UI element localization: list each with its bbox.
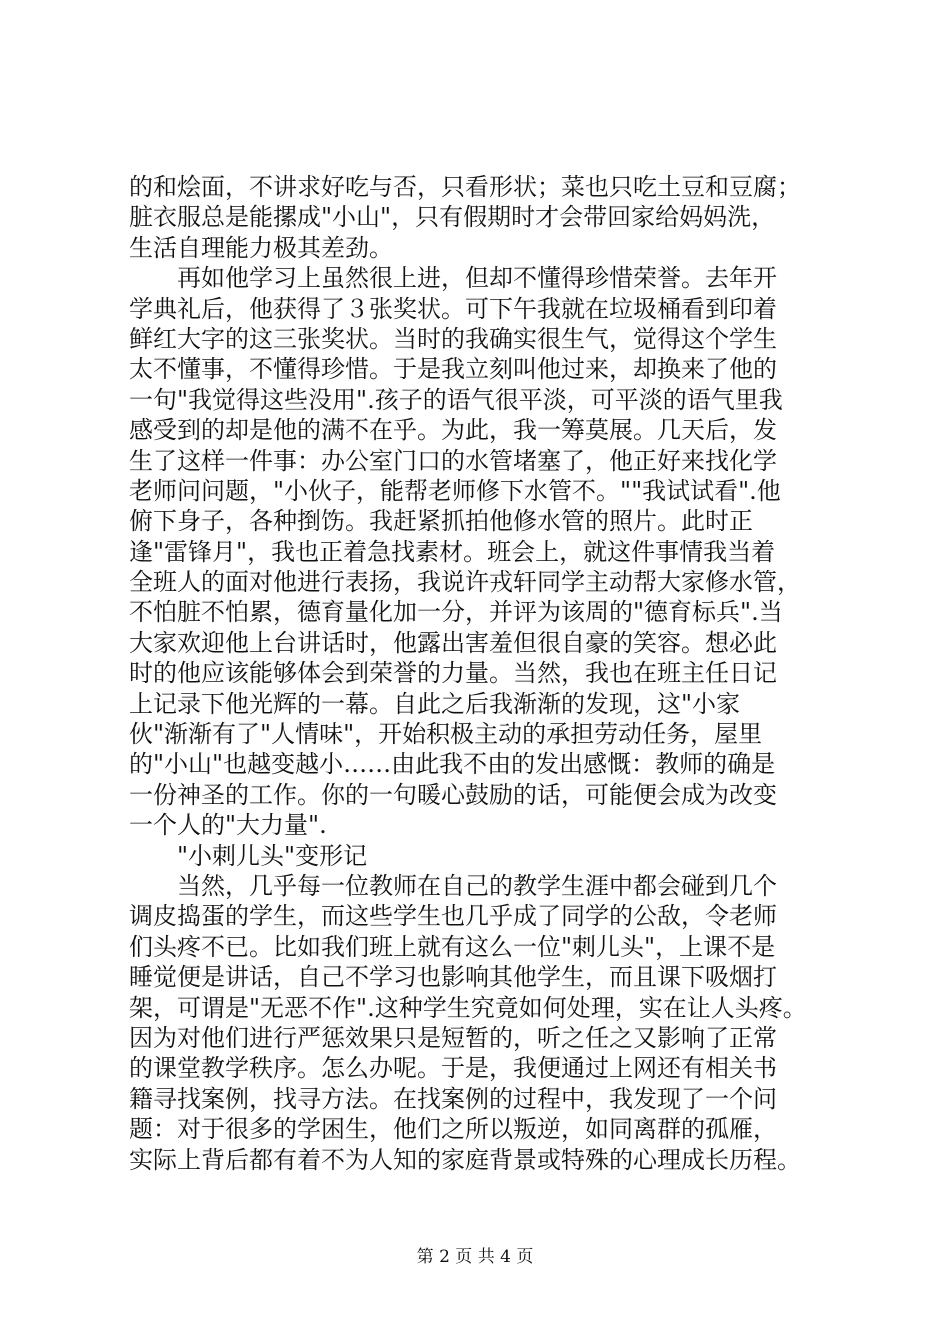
text-line: 不怕脏不怕累，德育量化加一分，并评为该周的"德育标兵".当: [129, 598, 783, 627]
paragraph-first-line: 当然，几乎每一位教师在自己的教学生涯中都会碰到几个: [177, 871, 777, 900]
text-line: 的和烩面，不讲求好吃与否，只看形状；菜也只吃土豆和豆腐；: [129, 173, 801, 201]
text-line: 上记录下他光辉的一幕。自此之后我渐渐的发现，这"小家: [129, 689, 741, 718]
section-heading: "小刺儿头"变形记: [177, 841, 368, 870]
text-line: 大家欢迎他上台讲话时，他露出害羞但很自豪的笑容。想必此: [129, 628, 777, 657]
text-line: 逢"雷锋月"，我也正着急找素材。班会上，就这件事情我当着: [129, 537, 776, 566]
text-line: 时的他应该能够体会到荣誉的力量。当然，我也在班主任日记: [129, 659, 777, 688]
text-line: 太不懂事，不懂得珍惜。于是我立刻叫他过来，却换来了他的: [129, 355, 777, 384]
text-line: 伙"渐渐有了"人情味"，开始积极主动的承担劳动任务，屋里: [129, 720, 763, 749]
text-line: 一个人的"大力量".: [129, 811, 327, 840]
text-line: 的"小山"也越变越小……由此我不由的发出感慨：教师的确是: [129, 750, 776, 779]
text-line: 们头疼不已。比如我们班上就有这么一位"刺儿头"，上课不是: [129, 932, 776, 961]
text-line: 调皮捣蛋的学生，而这些学生也几乎成了同学的公敌，令老师: [129, 902, 777, 931]
text-line: 老师问问题，"小伙子，能帮老师修下水管不。""我试试看".他: [129, 476, 781, 505]
text-line: 架，可谓是"无恶不作".这种学生究竟如何处理，实在让人头疼。: [129, 993, 807, 1022]
document-body: [129, 172, 859, 1175]
text-line: 全班人的面对他进行表扬，我说许戎轩同学主动帮大家修水管，: [129, 568, 801, 597]
text-line: 因为对他们进行严惩效果只是短暂的，听之任之又影响了正常: [129, 1023, 777, 1052]
text-line: 睡觉便是讲话，自己不学习也影响其他学生，而且课下吸烟打: [129, 963, 777, 992]
text-line: 的课堂教学秩序。怎么办呢。于是，我便通过上网还有相关书: [129, 1054, 777, 1083]
text-line: 一份神圣的工作。你的一句暖心鼓励的话，可能便会成为改变: [129, 780, 777, 809]
text-line: 题：对于很多的学困生，他们之所以叛逆，如同离群的孤雁，: [129, 1115, 777, 1144]
text-line: 鲜红大字的这三张奖状。当时的我确实很生气，觉得这个学生: [129, 324, 777, 353]
paragraph-first-line: 再如他学习上虽然很上进，但却不懂得珍惜荣誉。去年开: [177, 264, 777, 293]
text-line: 一句"我觉得这些没用".孩子的语气很平淡，可平淡的语气里我: [129, 385, 783, 414]
text-line: 俯下身子，各种捯饬。我赶紧抓拍他修水管的照片。此时正: [129, 507, 753, 536]
text-line: 生活自理能力极其差劲。: [129, 233, 393, 262]
text-line: 学典礼后，他获得了３张奖状。可下午我就在垃圾桶看到印着: [129, 294, 777, 323]
text-line: 感受到的却是他的满不在乎。为此，我一筹莫展。几天后，发: [129, 416, 777, 445]
text-line: 生了这样一件事：办公室门口的水管堵塞了，他正好来找化学: [129, 446, 777, 475]
text-line: 脏衣服总是能摞成"小山"，只有假期时才会带回家给妈妈洗，: [129, 203, 776, 232]
page-number-footer: 第 2 页 共 4 页: [416, 1247, 534, 1267]
text-line: 实际上背后都有着不为人知的家庭背景或特殊的心理成长历程。: [129, 1145, 801, 1174]
text-line: 籍寻找案例，找寻方法。在找案例的过程中，我发现了一个问: [129, 1084, 777, 1113]
